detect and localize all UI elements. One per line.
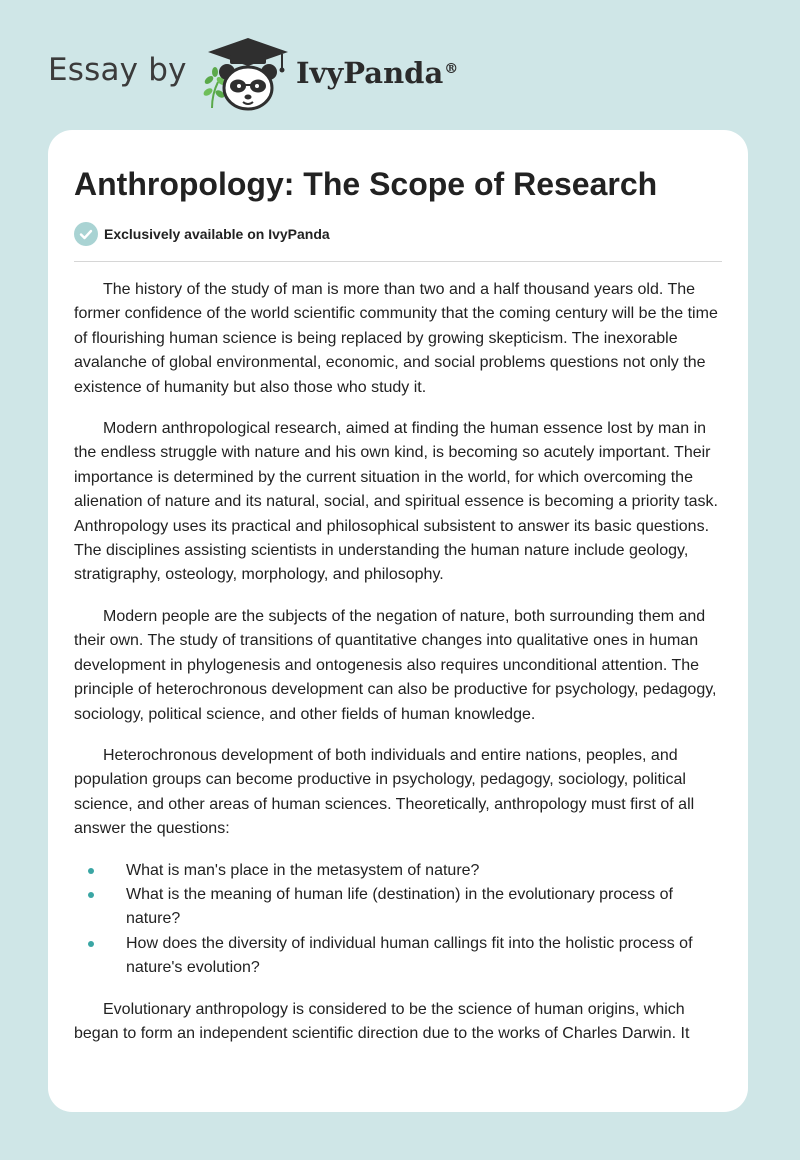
brand-text: IvyPanda (296, 56, 444, 90)
list-item-text: How does the diversity of individual human callings fit into the holistic process of nature's evolution? (126, 934, 693, 977)
exclusive-label: Exclusively available on IvyPanda (104, 226, 330, 242)
list-item-text: What is man's place in the metasystem of nature? (126, 861, 480, 879)
essay-card (48, 130, 748, 1112)
paragraph: Evolutionary anthropology is considered to be the science of human origins, which began to form an independent scientific direction due to the works of Charles Darwin. It (74, 1000, 690, 1042)
registered-mark: ® (444, 61, 459, 77)
page-title: Anthropology: The Scope of Research (74, 166, 658, 202)
essay-body (74, 278, 726, 1063)
bullet-icon (88, 868, 94, 874)
paragraph: The history of the study of man is more than two and a half thousand years old. The former confidence of the world scientific community that the coming century will be the time of flourishing human science is being replaced by growing skepticism. The inexorable avalanche of global environmental, economic, and social problems questions not only the existence of humanity but also those who study it. (74, 281, 718, 396)
bullet-icon (88, 941, 94, 947)
bullet-icon (88, 892, 94, 898)
list-item (74, 932, 726, 981)
list-item (74, 883, 726, 932)
paragraph: Modern anthropological research, aimed at finding the human essence lost by man in the endless struggle with nature and his own kind, is becoming so acutely important. Their importance is determined by the current situation in the world, for which overcoming the alienation of nature and its natural, social, and spiritual essence is becoming a priority task. Anthropology uses its practical and philosophical subsistent to answer its basic questions. The disciplines assisting scientists in understanding the human nature include geology, stratigraphy, osteology, morphology, and philosophy. (74, 420, 718, 584)
question-list (74, 859, 726, 981)
essay-by-label: Essay by (48, 52, 187, 88)
brand-name[interactable] (296, 54, 458, 92)
check-circle-icon (74, 222, 98, 246)
panda-graduate-logo-icon[interactable] (200, 34, 292, 114)
list-item-text: What is the meaning of human life (destination) in the evolutionary process of nature? (126, 885, 673, 928)
exclusive-badge (74, 222, 330, 246)
site-header (0, 0, 800, 120)
list-item (74, 859, 726, 883)
paragraph: Heterochronous development of both individuals and entire nations, peoples, and population groups can become productive in psychology, pedagogy, sociology, political science, and other areas of human sciences. Theoretically, anthropology must first of all answer the questions: (74, 746, 695, 838)
paragraph: Modern people are the subjects of the negation of nature, both surrounding them and their own. The study of transitions of quantitative changes into qualitative ones in human development in phylogenesis and ontogenesis also requires unconditional attention. The principle of heterochronous development can also be productive for psychology, pedagogy, sociology, political science, and other fields of human knowledge. (74, 607, 717, 723)
divider (74, 261, 722, 262)
